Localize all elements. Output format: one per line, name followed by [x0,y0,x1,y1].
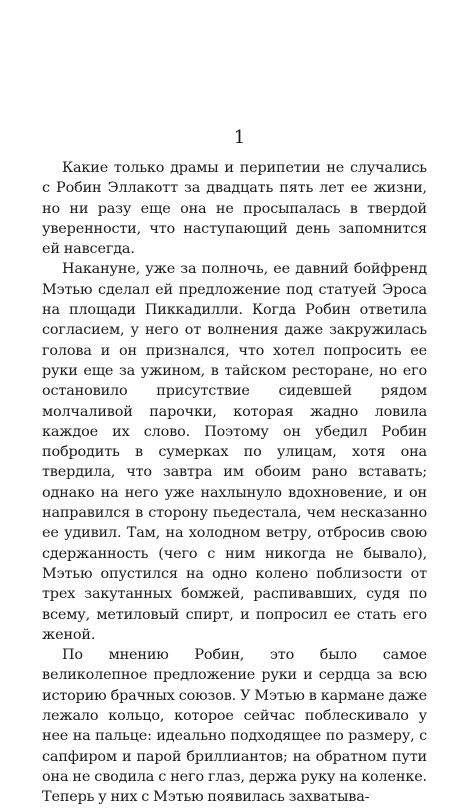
paragraph-1: Какие только драмы и перипетии не случались с Робин Эллакотт за двадцать пять лет ее жизни, но ни разу еще она не просыпалась в твердой уверенности, что наступающий день запомнится ей навсегда. [42,160,427,258]
chapter-number: 1 [233,127,246,148]
paragraph-2: Накануне, уже за полночь, ее давний бойфренд Мэтью сделал ей предложение под статуей Эроса на площади Пиккадилли. Когда Робин ответила согласием, у него от волнения даже закружилась голова и он признался, что хотел попросить ее руки еще за ужином, в тайском ресторане, но его остановило присутствие сидевшей рядом молчаливой парочки, которая жадно ловила каждое их слово. Поэтому он убедил Робин побродить в сумерках по улицам, хотя она твердила, что завтра им обоим рано вставать; однако на него уже нахлынуло вдохновение, и он направился в сторону пьедестала, чем несказанно ее удивил. Там, на холодном ветру, отбросив свою сдержанность (чего с ним никогда не бывало), Мэтью опустился на одно колено поблизости от трех закутанных бомжей, распивавших, судя по всему, метиловый спирт, и попросил ее стать его женой. [42,261,427,643]
paragraph-3: По мнению Робин, это было самое великолепное предложение руки и сердца за всю историю брачных союзов. У Мэтью в кармане даже лежало кольцо, которое сейчас поблескивало у нее на пальце: идеально подходящее по размеру, с сапфиром и парой бриллиантов; на обратном пути она не сводила с него глаз, держа руку на коленке. Теперь у них с Мэтью появилась захватыва- [42,647,427,806]
